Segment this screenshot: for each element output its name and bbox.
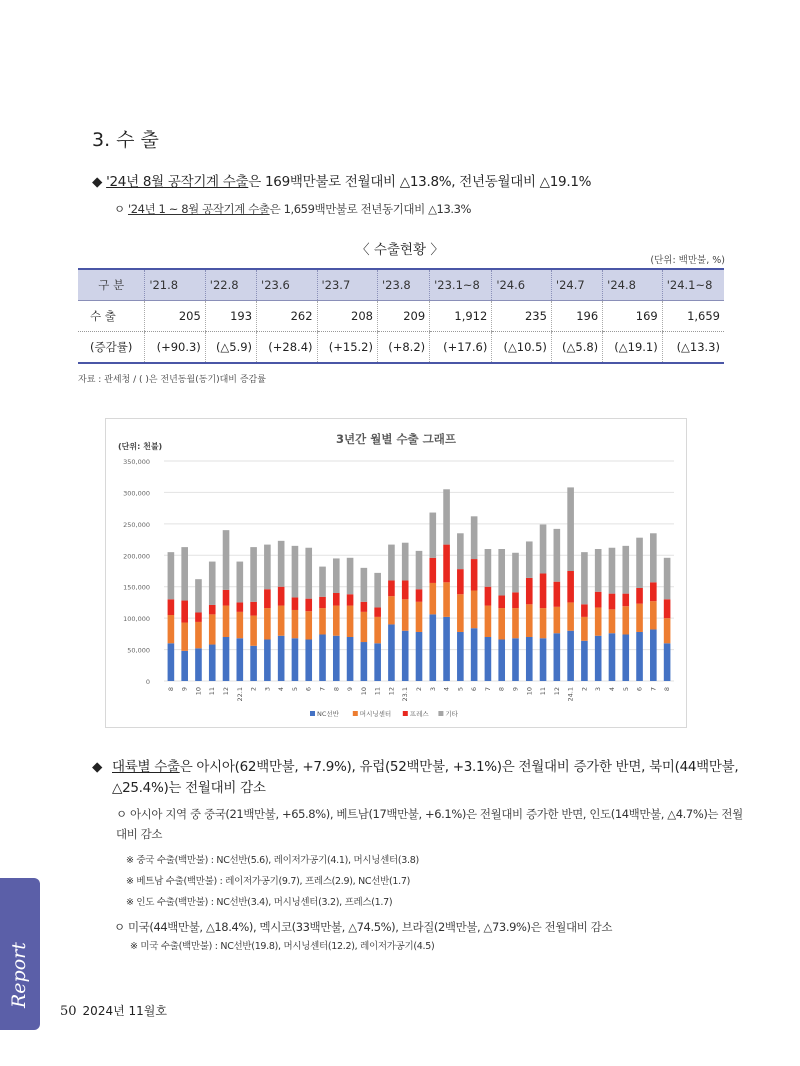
bar-segment (402, 580, 409, 599)
x-tick-label: 11 (208, 687, 217, 696)
x-tick-label: 9 (511, 687, 520, 692)
bar-segment (554, 582, 561, 607)
bar-segment (485, 549, 492, 587)
bar-segment (292, 610, 299, 638)
bar-segment (609, 609, 616, 633)
bar-segment (347, 594, 354, 605)
header-cell: 구 분 (78, 269, 145, 301)
bar-segment (278, 587, 285, 606)
bar-segment (388, 545, 395, 581)
header-cell: '23.8 (377, 269, 429, 301)
table-cell: (+15.2) (317, 332, 377, 364)
table-cell: 196 (551, 301, 602, 332)
x-tick-label: 10 (525, 687, 534, 696)
bar-segment (595, 607, 602, 635)
note-china: ※ 중국 수출(백만불) : NC선반(5.6), 레이저가공기(4.1), 머시닝센터(3.8) (126, 855, 419, 866)
bar-segment (305, 611, 312, 639)
header-cell: '23.6 (257, 269, 317, 301)
bar-segment (278, 606, 285, 636)
bar-segment (237, 638, 244, 681)
legend-label: 기타 (445, 710, 458, 718)
bar-segment (498, 596, 505, 609)
x-tick-label: 23.1 (401, 687, 410, 702)
bar-segment (305, 599, 312, 612)
bar-segment (374, 607, 381, 616)
x-tick-label: 4 (442, 687, 451, 692)
bar-segment (374, 617, 381, 643)
y-tick-label: 100,000 (123, 615, 150, 624)
bar-segment (581, 617, 588, 641)
table-cell: 193 (205, 301, 256, 332)
bar-segment (471, 590, 478, 628)
bar-segment (347, 558, 354, 594)
table-cell: (+8.2) (377, 332, 429, 364)
table-cell: 205 (145, 301, 205, 332)
bar-segment (650, 582, 657, 601)
bar-segment (595, 592, 602, 608)
bullet-region-exports (92, 757, 742, 799)
bar-segment (540, 524, 547, 573)
x-tick-label: 22.1 (235, 687, 244, 702)
x-tick-label: 3 (428, 687, 437, 692)
x-tick-label: 5 (621, 687, 630, 692)
bar-segment (333, 593, 340, 606)
note-india: ※ 인도 수출(백만불) : NC선반(3.4), 머시닝센터(3.2), 프레스(1.7) (126, 897, 393, 908)
bullet-august-exports (92, 170, 591, 190)
x-tick-label: 7 (318, 687, 327, 692)
bar-segment (650, 533, 657, 582)
x-tick-label: 9 (346, 687, 355, 692)
asia-paragraph: ㅇ 아시아 지역 중 중국(21백만불, +65.8%), 베트남(17백만불, +6.1%)은 전월대비 증가한 반면, 인도(14백만불, △4.7%)는 전월대비 감소 (116, 807, 743, 841)
bar-segment (567, 571, 574, 602)
bar-segment (581, 641, 588, 681)
table-cell: (+28.4) (257, 332, 317, 364)
bar-segment (319, 634, 326, 681)
bar-segment (664, 618, 671, 643)
row-label: (증감률) (78, 332, 145, 364)
bar-segment (223, 637, 230, 681)
bar-segment (622, 594, 629, 607)
y-tick-label: 50,000 (127, 646, 150, 655)
header-cell: '23.1~8 (430, 269, 492, 301)
x-tick-label: 4 (607, 687, 616, 692)
x-tick-label: 3 (594, 687, 603, 692)
bar-segment (223, 606, 230, 637)
bar-segment (388, 596, 395, 624)
x-tick-label: 5 (456, 687, 465, 692)
page-number: 50 (60, 1004, 77, 1019)
bar-segment (636, 632, 643, 681)
bar-segment (333, 558, 340, 593)
table-cell: (△13.3) (662, 332, 724, 364)
bar-segment (402, 631, 409, 681)
bar-segment (347, 637, 354, 681)
x-tick-label: 6 (304, 687, 313, 692)
x-tick-label: 10 (194, 687, 203, 696)
bar-segment (650, 629, 657, 681)
row-label: 수 출 (78, 301, 145, 332)
bar-segment (595, 636, 602, 681)
header-cell: '24.1~8 (662, 269, 724, 301)
bar-segment (416, 589, 423, 602)
bar-segment (333, 636, 340, 681)
y-tick-label: 0 (145, 678, 150, 686)
bar-segment (361, 602, 368, 612)
bar-segment (429, 583, 436, 614)
table-cell: 208 (317, 301, 377, 332)
table-cell: 209 (377, 301, 429, 332)
bar-segment (361, 568, 368, 602)
bar-segment (636, 604, 643, 632)
bar-segment (540, 638, 547, 681)
bar-segment (292, 638, 299, 681)
legend-swatch (353, 711, 358, 716)
bar-segment (457, 569, 464, 594)
bar-segment (567, 602, 574, 630)
x-tick-label: 8 (166, 687, 175, 692)
y-tick-label: 250,000 (123, 520, 150, 529)
y-tick-label: 300,000 (123, 489, 150, 498)
bar-segment (526, 637, 533, 681)
bar-segment (498, 549, 505, 596)
bar-segment (209, 645, 216, 681)
bar-segment (636, 588, 643, 604)
table-cell: (+90.3) (145, 332, 205, 364)
page-footer (60, 1002, 167, 1019)
export-chart (105, 418, 687, 728)
bullet-underlined: '24년 8월 공작기계 수출 (106, 174, 249, 190)
bar-segment (429, 614, 436, 681)
bar-segment (264, 589, 271, 608)
bar-segment (237, 612, 244, 638)
bar-segment (457, 533, 464, 569)
bar-segment (554, 529, 561, 582)
diamond-bullet-icon: ◆ (92, 759, 103, 775)
header-cell: '21.8 (145, 269, 205, 301)
x-tick-label: 6 (470, 687, 479, 692)
table-cell: 1,912 (430, 301, 492, 332)
bar-segment (181, 623, 188, 651)
bar-segment (471, 628, 478, 681)
x-tick-label: 5 (290, 687, 299, 692)
x-tick-label: 6 (635, 687, 644, 692)
bullet-text: 은 169백만불로 전월대비 △13.8%, 전년동월대비 △19.1% (248, 174, 592, 190)
bar-segment (388, 580, 395, 596)
bar-segment (402, 543, 409, 581)
bar-segment (292, 597, 299, 610)
x-tick-label: 10 (359, 687, 368, 696)
x-tick-label: 2 (415, 687, 423, 692)
bullet-text: 은 아시아(62백만불, +7.9%), 유럽(52백만불, +3.1%)은 전월대비 증가한 반면, 북미(44백만불, △25.4%)는 전월대비 감소 (112, 759, 739, 796)
table-cell: (△19.1) (603, 332, 663, 364)
bar-segment (581, 552, 588, 604)
x-tick-label: 8 (497, 687, 506, 692)
bar-segment (416, 602, 423, 632)
bar-segment (567, 631, 574, 681)
bar-segment (526, 541, 533, 577)
circle-bullet-icon: ㅇ (114, 202, 125, 216)
section-title: 3. 수 출 (92, 129, 159, 151)
bar-segment (250, 602, 257, 616)
bar-segment (250, 547, 257, 602)
y-tick-label: 200,000 (123, 552, 150, 561)
table-row (78, 301, 724, 332)
bar-segment (333, 606, 340, 636)
bar-segment (264, 640, 271, 681)
bar-segment (429, 513, 436, 558)
bar-segment (181, 601, 188, 623)
table-title: 〈 수출현황 〉 (356, 242, 444, 258)
bar-segment (622, 546, 629, 594)
bar-segment (416, 632, 423, 681)
header-cell: '24.6 (492, 269, 552, 301)
bar-segment (361, 612, 368, 642)
issue-label: 2024년 11월호 (82, 1004, 167, 1018)
bar-segment (512, 638, 519, 681)
x-tick-label: 7 (483, 687, 492, 692)
bar-segment (292, 546, 299, 598)
bar-segment (168, 599, 175, 615)
table-header-row (78, 269, 724, 301)
bar-segment (168, 615, 175, 643)
chart-unit-label: (단위: 천불) (118, 442, 163, 451)
bar-segment (512, 592, 519, 608)
x-tick-label: 8 (663, 687, 672, 692)
bar-segment (374, 643, 381, 681)
bar-segment (595, 549, 602, 592)
bar-segment (650, 601, 657, 629)
y-tick-label: 350,000 (123, 458, 150, 466)
bar-segment (443, 545, 450, 583)
bar-segment (223, 590, 230, 606)
bar-segment (540, 574, 547, 609)
bar-segment (416, 551, 423, 589)
legend-label: NC선반 (317, 710, 339, 718)
bar-segment (567, 487, 574, 571)
bar-segment (457, 594, 464, 632)
table-row (78, 332, 724, 364)
bar-segment (609, 633, 616, 681)
bar-segment (319, 567, 326, 597)
bar-segment (168, 552, 175, 599)
bar-segment (664, 558, 671, 599)
bar-segment (485, 606, 492, 637)
bar-segment (443, 617, 450, 681)
y-tick-label: 150,000 (123, 583, 150, 592)
bar-segment (209, 562, 216, 605)
x-tick-label: 9 (180, 687, 189, 692)
region-details (114, 804, 744, 957)
bar-segment (305, 548, 312, 599)
sub-underlined: '24년 1 ~ 8월 공작기계 수출 (127, 202, 270, 216)
export-table (78, 268, 724, 364)
bar-segment (609, 594, 616, 610)
bar-segment (209, 605, 216, 614)
bar-segment (361, 642, 368, 681)
bar-segment (195, 648, 202, 681)
bar-segment (457, 632, 464, 681)
bar-segment (168, 643, 175, 681)
bar-segment (485, 587, 492, 606)
sub-bullet-ytd (114, 201, 471, 217)
bar-segment (347, 606, 354, 637)
bar-segment (498, 640, 505, 681)
header-cell: '24.8 (603, 269, 663, 301)
bar-segment (622, 634, 629, 681)
bar-segment (443, 582, 450, 617)
bar-segment (402, 599, 409, 630)
header-cell: '24.7 (551, 269, 602, 301)
legend-label: 머시닝센터 (359, 710, 392, 718)
side-tab-label: Report (8, 942, 30, 1008)
bar-segment (278, 636, 285, 681)
bar-segment (223, 530, 230, 590)
sub-text: 은 1,659백만불로 전년동기대비 △13.3% (269, 202, 472, 216)
table-cell: 262 (257, 301, 317, 332)
bar-segment (237, 602, 244, 611)
x-tick-label: 12 (552, 687, 561, 696)
x-tick-label: 12 (222, 687, 231, 696)
table-cell: (△10.5) (492, 332, 552, 364)
bar-segment (195, 622, 202, 648)
table-cell: (△5.8) (551, 332, 602, 364)
bar-segment (498, 608, 505, 639)
bar-segment (526, 604, 533, 637)
bar-segment (278, 541, 285, 587)
bar-segment (388, 624, 395, 681)
x-tick-label: 24.1 (566, 687, 575, 702)
bar-segment (554, 607, 561, 633)
bar-segment (181, 547, 188, 600)
chart-title: 3년간 월별 수출 그래프 (336, 432, 456, 446)
note-us: ※ 미국 수출(백만불) : NC선반(19.8), 머시닝센터(12.2), 레이저가공기(4.5) (130, 941, 435, 952)
bar-segment (609, 548, 616, 594)
table-cell: 169 (603, 301, 663, 332)
bar-segment (485, 637, 492, 681)
x-tick-label: 11 (373, 687, 382, 696)
bar-segment (319, 608, 326, 634)
table-cell: 235 (492, 301, 552, 332)
bar-segment (636, 538, 643, 588)
bar-segment (622, 606, 629, 634)
x-tick-label: 3 (263, 687, 272, 692)
bar-segment (250, 616, 257, 646)
bar-segment (374, 573, 381, 608)
x-tick-label: 11 (539, 687, 548, 696)
bar-segment (237, 562, 244, 603)
legend-swatch (438, 711, 443, 716)
bar-segment (554, 633, 561, 681)
x-tick-label: 8 (332, 687, 341, 692)
bar-segment (429, 558, 436, 583)
chart-svg (106, 419, 686, 727)
bar-segment (181, 651, 188, 681)
legend-label: 프레스 (409, 710, 429, 718)
x-tick-label: 2 (580, 687, 589, 692)
table-cell: 1,659 (662, 301, 724, 332)
bar-segment (264, 545, 271, 590)
header-cell: '22.8 (205, 269, 256, 301)
note-vietnam: ※ 베트남 수출(백만불) : 레이저가공기(9.7), 프레스(2.9), NC선반(1.7) (126, 876, 410, 887)
bar-segment (195, 579, 202, 612)
legend-swatch (310, 711, 315, 716)
bar-segment (264, 608, 271, 639)
table-source: 자료 : 관세청 / ( )은 전년동월(동기)대비 증감률 (78, 375, 266, 385)
bar-segment (664, 599, 671, 618)
bar-segment (305, 640, 312, 681)
x-tick-label: 2 (249, 687, 258, 692)
legend-swatch (403, 711, 408, 716)
bar-segment (319, 597, 326, 608)
bar-segment (512, 553, 519, 593)
bar-segment (443, 489, 450, 544)
table-cell: (△5.9) (205, 332, 256, 364)
bar-segment (195, 612, 202, 621)
bar-segment (209, 614, 216, 644)
bar-segment (512, 608, 519, 638)
diamond-bullet-icon: ◆ (92, 174, 103, 190)
x-tick-label: 12 (387, 687, 396, 696)
bar-segment (471, 559, 478, 590)
americas-paragraph: ㅇ 미국(44백만불, △18.4%), 멕시코(33백만불, △74.5%), 브라질(2백만불, △73.9%)은 전월대비 감소 (114, 920, 613, 934)
bar-segment (250, 646, 257, 681)
x-tick-label: 4 (277, 687, 286, 692)
table-cell: (+17.6) (430, 332, 492, 364)
header-cell: '23.7 (317, 269, 377, 301)
table-unit: (단위: 백만불, %) (650, 255, 725, 266)
bar-segment (471, 516, 478, 559)
bar-segment (664, 643, 671, 681)
bar-segment (526, 578, 533, 604)
report-side-tab (0, 878, 40, 1030)
bar-segment (581, 604, 588, 617)
bar-segment (540, 608, 547, 638)
bullet-underlined: 대륙별 수출 (112, 759, 180, 775)
x-tick-label: 7 (649, 687, 658, 692)
